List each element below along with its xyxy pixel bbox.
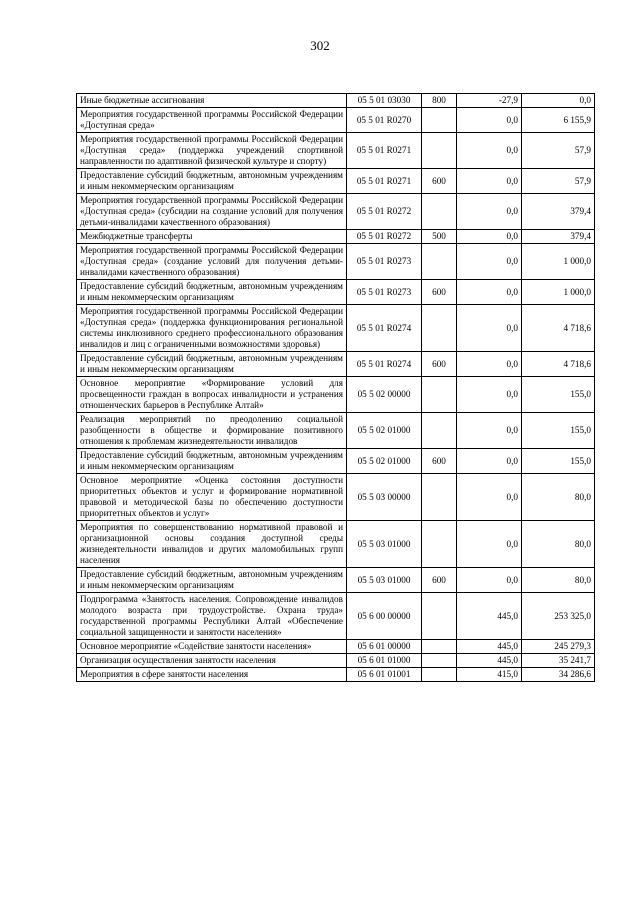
row-name: Мероприятия государственной программы Российской Федерации «Доступная среда» — [77, 108, 347, 133]
row-value-2: 379,4 — [522, 194, 595, 230]
row-value-2: 6 155,9 — [522, 108, 595, 133]
table-row — [77, 593, 595, 640]
row-name: Мероприятия в сфере занятости населения — [77, 668, 347, 682]
row-expense-type — [422, 133, 457, 169]
row-value-1: 0,0 — [457, 108, 522, 133]
row-name: Мероприятия государственной программы Российской Федерации «Доступная среда» (создание условий для получения детьми-инвалидами качественного образования) — [77, 244, 347, 280]
table-row — [77, 94, 595, 108]
row-value-1: 0,0 — [457, 169, 522, 194]
row-code: 05 6 01 00000 — [347, 640, 422, 654]
row-name: Межбюджетные трансферты — [77, 230, 347, 244]
row-value-2: 245 279,3 — [522, 640, 595, 654]
row-expense-type — [422, 108, 457, 133]
row-value-2: 253 325,0 — [522, 593, 595, 640]
row-expense-type — [422, 668, 457, 682]
row-expense-type: 600 — [422, 449, 457, 474]
row-expense-type: 800 — [422, 94, 457, 108]
row-name: Предоставление субсидий бюджетным, автономным учреждениям и иным некоммерческим организациям — [77, 449, 347, 474]
row-code: 05 5 01 R0274 — [347, 352, 422, 377]
budget-table-body — [77, 94, 595, 682]
row-value-1: 445,0 — [457, 654, 522, 668]
row-value-2: 4 718,6 — [522, 305, 595, 352]
row-code: 05 5 01 R0274 — [347, 305, 422, 352]
row-expense-type: 600 — [422, 280, 457, 305]
row-code: 05 6 01 01001 — [347, 668, 422, 682]
row-value-1: 0,0 — [457, 244, 522, 280]
row-value-1: 0,0 — [457, 133, 522, 169]
row-name: Мероприятия государственной программы Российской Федерации «Доступная среда» (поддержка функционирования региональной системы инклюзивного среднего профессионального образования инвалидов и лиц с ограниченными возможностями здоровья) — [77, 305, 347, 352]
table-row — [77, 133, 595, 169]
table-row — [77, 474, 595, 521]
row-expense-type — [422, 640, 457, 654]
row-expense-type — [422, 194, 457, 230]
row-value-1: 445,0 — [457, 593, 522, 640]
row-expense-type: 600 — [422, 352, 457, 377]
table-row — [77, 244, 595, 280]
row-code: 05 5 01 R0271 — [347, 169, 422, 194]
row-value-2: 4 718,6 — [522, 352, 595, 377]
row-value-2: 57,9 — [522, 133, 595, 169]
budget-table — [76, 93, 595, 682]
row-code: 05 5 02 01000 — [347, 449, 422, 474]
row-name: Предоставление субсидий бюджетным, автономным учреждениям и иным некоммерческим организациям — [77, 352, 347, 377]
table-row — [77, 521, 595, 568]
row-code: 05 6 00 00000 — [347, 593, 422, 640]
row-name: Реализация мероприятий по преодолению социальной разобщенности в обществе и формирование позитивного отношения к проблемам жизнедеятельности инвалидов — [77, 413, 347, 449]
table-row — [77, 377, 595, 413]
row-name: Иные бюджетные ассигнования — [77, 94, 347, 108]
row-name: Основное мероприятие «Оценка состояния доступности приоритетных объектов и услуг и формирование нормативной правовой и методической базы по обеспечению доступности приоритетных объектов и услуг» — [77, 474, 347, 521]
row-code: 05 5 03 01000 — [347, 568, 422, 593]
row-expense-type — [422, 654, 457, 668]
row-value-1: 0,0 — [457, 449, 522, 474]
row-value-2: 1 000,0 — [522, 280, 595, 305]
table-row — [77, 568, 595, 593]
table-row — [77, 108, 595, 133]
row-code: 05 5 01 R0270 — [347, 108, 422, 133]
row-code: 05 5 01 R0271 — [347, 133, 422, 169]
row-value-1: 0,0 — [457, 305, 522, 352]
row-name: Предоставление субсидий бюджетным, автономным учреждениям и иным некоммерческим организациям — [77, 169, 347, 194]
row-expense-type — [422, 474, 457, 521]
row-name: Мероприятия государственной программы Российской Федерации «Доступная среда» (субсидии на создание условий для получения детьми-инвалидами качественного образования) — [77, 194, 347, 230]
row-expense-type: 500 — [422, 230, 457, 244]
row-name: Предоставление субсидий бюджетным, автономным учреждениям и иным некоммерческим организациям — [77, 568, 347, 593]
row-code: 05 5 03 01000 — [347, 521, 422, 568]
table-row — [77, 449, 595, 474]
table-row — [77, 305, 595, 352]
row-code: 05 6 01 01000 — [347, 654, 422, 668]
row-expense-type: 600 — [422, 568, 457, 593]
row-code: 05 5 02 00000 — [347, 377, 422, 413]
row-code: 05 5 01 03030 — [347, 94, 422, 108]
row-value-2: 0,0 — [522, 94, 595, 108]
row-name: Подпрограмма «Занятость населения. Сопровождение инвалидов молодого возраста при трудоустройстве. Охрана труда» государственной программы Республики Алтай «Обеспечение социальной защищенности и занятости населения» — [77, 593, 347, 640]
row-name: Основное мероприятие «Формирование условий для просвещенности граждан в вопросах инвалидности и устранения отношенческих барьеров в Республике Алтай» — [77, 377, 347, 413]
table-row — [77, 169, 595, 194]
table-row — [77, 654, 595, 668]
table-row — [77, 640, 595, 654]
row-value-1: 0,0 — [457, 352, 522, 377]
row-value-1: 0,0 — [457, 194, 522, 230]
row-expense-type — [422, 521, 457, 568]
row-expense-type: 600 — [422, 169, 457, 194]
table-row — [77, 230, 595, 244]
row-value-2: 80,0 — [522, 568, 595, 593]
row-code: 05 5 01 R0273 — [347, 244, 422, 280]
row-value-1: 0,0 — [457, 230, 522, 244]
row-value-2: 80,0 — [522, 521, 595, 568]
table-row — [77, 352, 595, 377]
row-name: Основное мероприятие «Содействие занятости населения» — [77, 640, 347, 654]
row-code: 05 5 02 01000 — [347, 413, 422, 449]
row-expense-type — [422, 377, 457, 413]
row-name: Мероприятия государственной программы Российской Федерации «Доступная среда» (поддержка учреждений спортивной направленности по адаптивной физической культуре и спорту) — [77, 133, 347, 169]
table-row — [77, 668, 595, 682]
row-value-2: 155,0 — [522, 377, 595, 413]
row-value-2: 379,4 — [522, 230, 595, 244]
row-value-2: 1 000,0 — [522, 244, 595, 280]
row-value-1: 415,0 — [457, 668, 522, 682]
row-value-2: 80,0 — [522, 474, 595, 521]
row-value-2: 35 241,7 — [522, 654, 595, 668]
table-row — [77, 280, 595, 305]
row-code: 05 5 03 00000 — [347, 474, 422, 521]
row-expense-type — [422, 305, 457, 352]
row-name: Организация осуществления занятости населения — [77, 654, 347, 668]
row-value-1: 0,0 — [457, 568, 522, 593]
row-expense-type — [422, 244, 457, 280]
row-expense-type — [422, 413, 457, 449]
row-code: 05 5 01 R0273 — [347, 280, 422, 305]
row-value-1: -27,9 — [457, 94, 522, 108]
row-value-2: 57,9 — [522, 169, 595, 194]
row-expense-type — [422, 593, 457, 640]
row-value-2: 155,0 — [522, 413, 595, 449]
page-number: 302 — [310, 38, 330, 53]
row-value-1: 0,0 — [457, 377, 522, 413]
row-value-2: 155,0 — [522, 449, 595, 474]
row-value-2: 34 286,6 — [522, 668, 595, 682]
row-value-1: 0,0 — [457, 280, 522, 305]
row-value-1: 0,0 — [457, 413, 522, 449]
table-row — [77, 194, 595, 230]
row-value-1: 0,0 — [457, 521, 522, 568]
row-code: 05 5 01 R0272 — [347, 194, 422, 230]
table-row — [77, 413, 595, 449]
row-value-1: 445,0 — [457, 640, 522, 654]
row-name: Предоставление субсидий бюджетным, автономным учреждениям и иным некоммерческим организациям — [77, 280, 347, 305]
row-name: Мероприятия по совершенствованию нормативной правовой и организационной основы создания доступной среды жизнедеятельности инвалидов и других маломобильных групп населения — [77, 521, 347, 568]
row-code: 05 5 01 R0272 — [347, 230, 422, 244]
row-value-1: 0,0 — [457, 474, 522, 521]
